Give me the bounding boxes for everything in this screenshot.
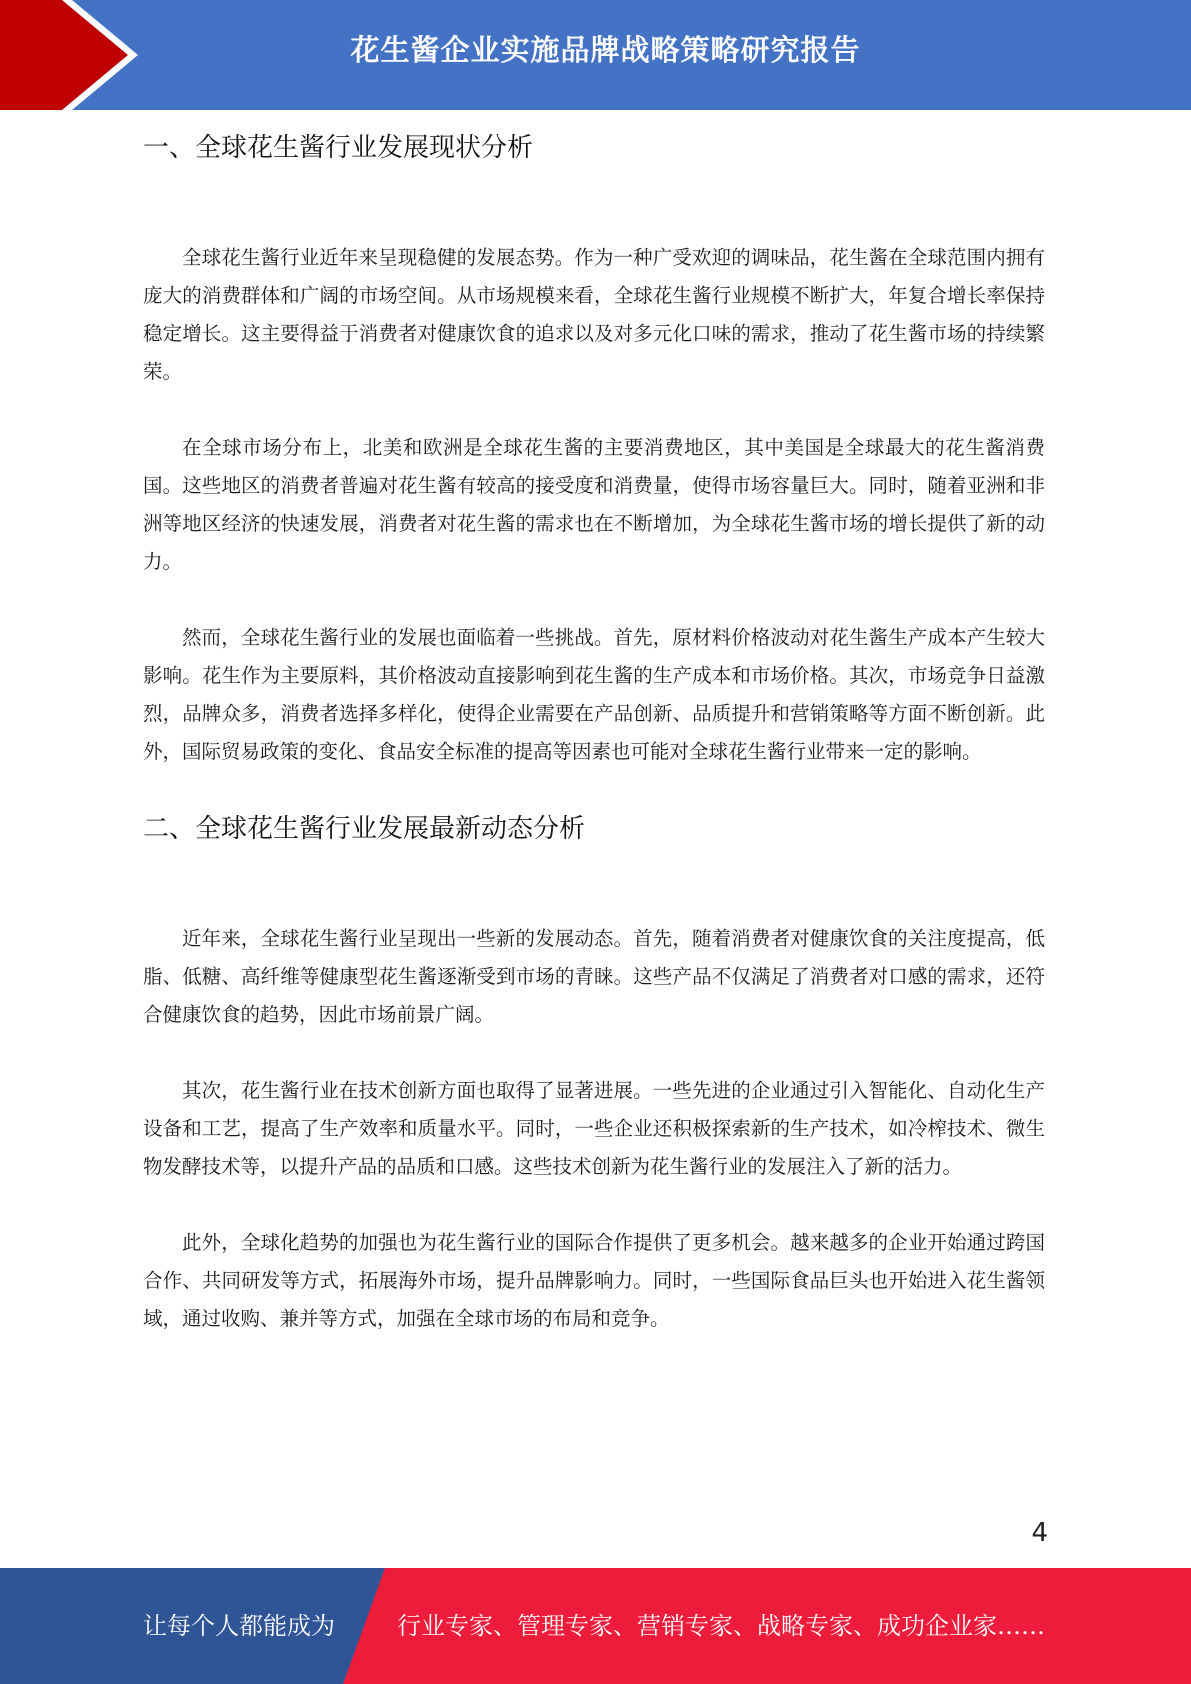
document-title: 花生酱企业实施品牌战略策略研究报告 [350,33,861,67]
paragraph: 近年来，全球花生酱行业呈现出一些新的发展动态。首先，随着消费者对健康饮食的关注度提高，低脂、低糖、高纤维等健康型花生酱逐渐受到市场的青睐。这些产品不仅满足了消费者对口感的需求，还符合健康饮食的趋势，因此市场前景广阔。 [143,927,1045,1026]
footer-banner [0,1568,1191,1684]
paragraph: 此外，全球化趋势的加强也为花生酱行业的国际合作提供了更多机会。越来越多的企业开始通过跨国合作、共同研发等方式，拓展海外市场，提升品牌影响力。同时，一些国际食品巨头也开始进入花生酱领域，通过收购、兼并等方式，加强在全球市场的布局和竞争。 [143,1231,1045,1330]
document-body [143,128,1045,1376]
paragraph: 其次，花生酱行业在技术创新方面也取得了显著进展。一些先进的企业通过引入智能化、自动化生产设备和工艺，提高了生产效率和质量水平。同时，一些企业还积极探索新的生产技术，如冷榨技术、微生物发酵技术等，以提升产品的品质和口感。这些技术创新为花生酱行业的发展注入了新的活力。 [143,1079,1045,1178]
page-number: 4 [1031,1518,1048,1548]
paragraph: 然而，全球花生酱行业的发展也面临着一些挑战。首先，原材料价格波动对花生酱生产成本产生较大影响。花生作为主要原料，其价格波动直接影响到花生酱的生产成本和市场价格。其次，市场竞争日益激烈，品牌众多，消费者选择多样化，使得企业需要在产品创新、品质提升和营销策略等方面不断创新。此外，国际贸易政策的变化、食品安全标准的提高等因素也可能对全球花生酱行业带来一定的影响。 [143,626,1045,763]
paragraph: 全球花生酱行业近年来呈现稳健的发展态势。作为一种广受欢迎的调味品，花生酱在全球范围内拥有庞大的消费群体和广阔的市场空间。从市场规模来看，全球花生酱行业规模不断扩大，年复合增长率保持稳定增长。这主要得益于消费者对健康饮食的追求以及对多元化口味的需求，推动了花生酱市场的持续繁荣。 [143,246,1045,383]
section-heading-2: 二、全球花生酱行业发展最新动态分析 [143,814,586,844]
footer-slogan-right: 行业专家、管理专家、营销专家、战略专家、成功企业家…… [397,1612,1045,1640]
footer-slogan-left: 让每个人都能成为 [143,1612,335,1640]
section-heading-1: 一、全球花生酱行业发展现状分析 [143,133,534,163]
header-banner [0,0,1191,110]
paragraph: 在全球市场分布上，北美和欧洲是全球花生酱的主要消费地区，其中美国是全球最大的花生酱消费国。这些地区的消费者普遍对花生酱有较高的接受度和消费量，使得市场容量巨大。同时，随着亚洲和非洲等地区经济的快速发展，消费者对花生酱的需求也在不断增加，为全球花生酱市场的增长提供了新的动力。 [143,436,1045,573]
